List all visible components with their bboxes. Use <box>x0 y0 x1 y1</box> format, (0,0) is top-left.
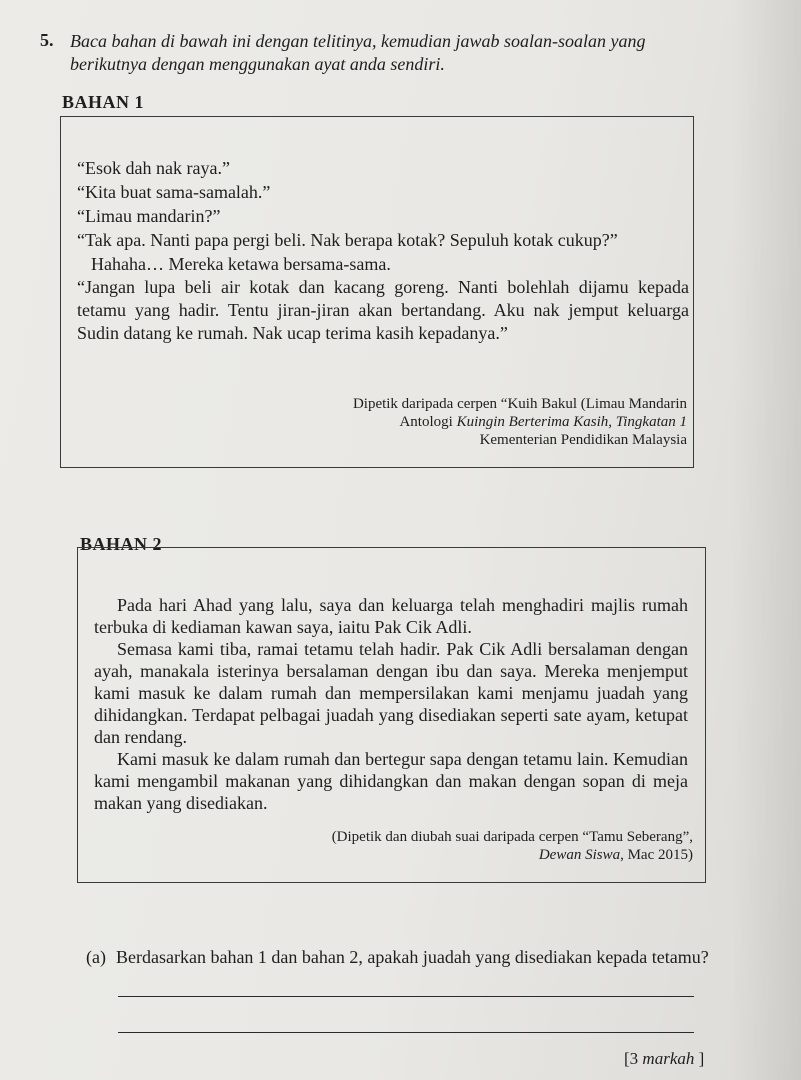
answer-line-1[interactable] <box>118 996 694 997</box>
bahan1-line: “Esok dah nak raya.” <box>77 158 230 178</box>
instruction-line-1: Baca bahan di bawah ini dengan telitinya, kemudian jawab soalan-soalan yang <box>70 31 646 51</box>
bahan2-line: kami mengambil makanan yang dihidangkan dan makan dengan sopan di meja <box>94 771 688 791</box>
marks-label <box>624 1049 704 1069</box>
bahan2-line: Kami masuk ke dalam rumah dan bertegur sapa dengan tetamu lain. Kemudian <box>117 749 688 769</box>
source-book-title: Kuingin Berterima Kasih, Tingkatan 1 <box>456 414 687 430</box>
question-instruction <box>70 30 760 76</box>
bahan1-line: “Limau mandarin?” <box>77 206 221 226</box>
bahan2-line: Pada hari Ahad yang lalu, saya dan keluarga telah menghadiri majlis rumah <box>117 595 688 615</box>
bahan1-source-line-1: Dipetik daripada cerpen “Kuih Bakul (Limau Mandarin <box>352 396 687 412</box>
marks-prefix: [3 <box>624 1049 643 1068</box>
bahan1-line: “Tak apa. Nanti papa pergi beli. Nak berapa kotak? Sepuluh kotak cukup?” <box>77 230 618 250</box>
source-prefix: Antologi <box>399 414 457 430</box>
bahan2-source-line-1: (Dipetik dan diubah suai daripada cerpen “Tamu Seberang”, <box>331 829 693 845</box>
bahan1-line: tetamu yang hadir. Tentu jiran-jiran akan bertandang. Aku nak jemput keluarga <box>77 300 689 320</box>
marks-suffix: ] <box>694 1049 705 1068</box>
bahan1-line: Hahaha… Mereka ketawa bersama-sama. <box>91 254 391 274</box>
bahan2-line: makan yang disediakan. <box>94 793 268 813</box>
bahan1-line: “Kita buat sama-samalah.” <box>77 182 271 202</box>
question-a-text: Berdasarkan bahan 1 dan bahan 2, apakah juadah yang disediakan kepada tetamu? <box>116 947 709 967</box>
bahan2-box <box>77 547 706 883</box>
bahan2-line: Semasa kami tiba, ramai tetamu telah hadir. Pak Cik Adli bersalaman dengan <box>117 639 688 659</box>
bahan2-line: ayah, manakala isterinya bersalaman dengan ibu dan saya. Mereka menjemput <box>94 661 688 681</box>
question-a-label: (a) <box>86 947 106 967</box>
bahan2-line: kami masuk ke dalam rumah dan mempersilakan kami menjamu juadah yang <box>94 683 688 703</box>
bahan2-title: BAHAN 2 <box>80 534 163 554</box>
bahan1-source-line-3: Kementerian Pendidikan Malaysia <box>479 432 687 448</box>
bahan2-line: terbuka di kediaman kawan saya, iaitu Pak Cik Adli. <box>94 617 472 637</box>
answer-line-2[interactable] <box>118 1032 694 1033</box>
bahan2-line: dihidangkan. Terdapat pelbagai juadah yang disediakan seperti sate ayam, ketupat <box>94 705 688 725</box>
bahan1-box <box>60 116 694 468</box>
source-date: , Mac 2015) <box>620 847 693 863</box>
marks-word: markah <box>642 1049 695 1068</box>
bahan1-source-line-2 <box>399 413 687 431</box>
instruction-line-2: berikutnya dengan menggunakan ayat anda sendiri. <box>70 54 445 74</box>
bahan1-line: Sudin datang ke rumah. Nak ucap terima kasih kepadanya.” <box>77 323 508 343</box>
bahan2-line: dan rendang. <box>94 727 187 747</box>
question-number: 5. <box>40 30 54 50</box>
source-magazine: Dewan Siswa <box>538 847 621 863</box>
bahan1-title: BAHAN 1 <box>62 92 145 112</box>
bahan1-line: “Jangan lupa beli air kotak dan kacang goreng. Nanti bolehlah dijamu kepada <box>77 277 689 297</box>
page-shadow <box>731 0 801 1080</box>
bahan2-source-line-2 <box>539 846 693 864</box>
